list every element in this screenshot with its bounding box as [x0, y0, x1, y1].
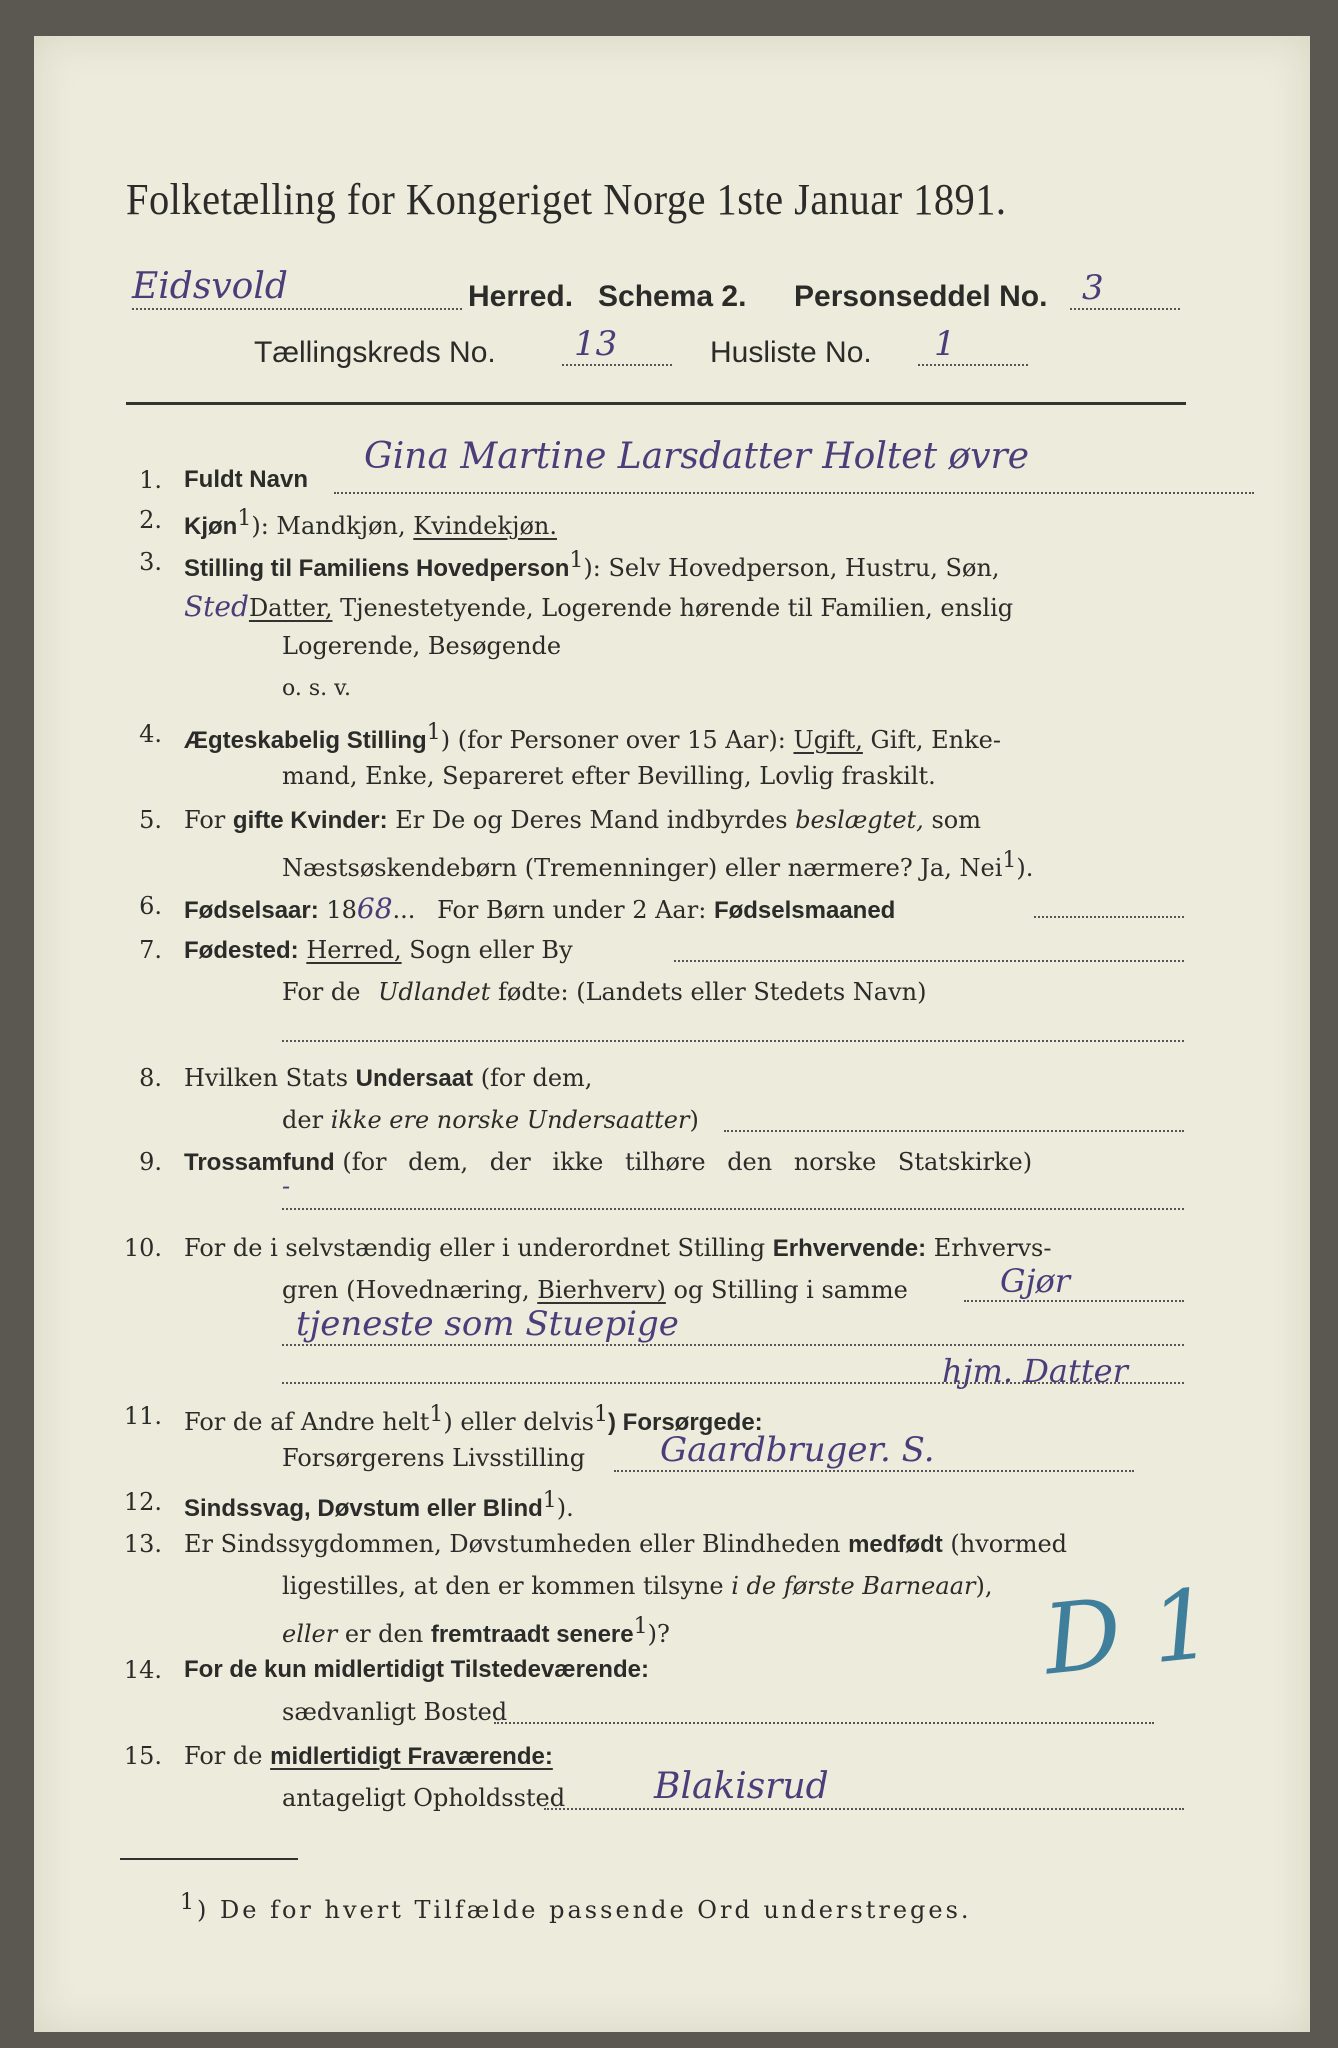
q4-line-a: Ægteskabelig Stilling$^1$) (for Personer over 15 Aar): Ugift, Gift, Enke-: [184, 720, 1001, 754]
q14-dots: [494, 1722, 1154, 1724]
header-rule: [126, 402, 1186, 405]
q10-dots-c: [282, 1382, 1184, 1384]
q9-dots: [282, 1208, 1184, 1210]
q4-text-c: mand, Enke, Separeret efter Bevilling, Lovlig fraskilt.: [282, 762, 936, 790]
q13-line-a: [184, 1530, 1067, 1559]
q10-text-d: og Stilling i samme: [673, 1276, 908, 1304]
q9-line: [184, 1148, 1032, 1177]
q8-text-d: ): [689, 1106, 699, 1134]
q8-label: Undersaat: [355, 1065, 474, 1092]
q6-label: Fødselsaar:: [184, 897, 319, 924]
q6-text: For Børn under 2 Aar:: [437, 896, 707, 924]
personseddel-value: 3: [1082, 268, 1104, 308]
q15-number: 15.: [123, 1742, 162, 1770]
q10-text-b: Erhvervs-: [933, 1234, 1052, 1262]
q9-label: Trossamfund: [184, 1149, 335, 1176]
q7-text-a: Sogn eller By: [409, 936, 573, 964]
q13-text-b: (hvormed: [950, 1530, 1068, 1558]
q13-mark: D 1: [1038, 1567, 1218, 1697]
q2-number: 2.: [139, 506, 162, 534]
q1-answer: Gina Martine Larsdatter Holtet øvre: [364, 436, 1030, 477]
q6-label-b: Fødselsmaaned: [713, 897, 896, 924]
q7-line-b: [282, 978, 926, 1006]
q4-number: 4.: [139, 720, 162, 748]
q6-number: 6.: [139, 892, 162, 920]
q7-dots-a: [674, 960, 1184, 962]
q7-number: 7.: [139, 936, 162, 964]
q12-line: Sindssvag, Døvstum eller Blind$^1$).: [184, 1488, 574, 1522]
q9-text: (for dem, der ikke tilhøre den norske Statskirke): [342, 1148, 1033, 1176]
q6-year-prefix: 18: [326, 896, 357, 924]
q3-line-b: [184, 590, 1013, 623]
q13-text-f: )?: [647, 1620, 670, 1648]
q11-text-c: Forsørgerens Livsstilling: [282, 1444, 586, 1472]
q5-line-a: [184, 806, 981, 835]
q10-answer-c: hjm. Datter: [942, 1352, 1128, 1390]
q6-line: Fødselsaar: 1868... For Børn under 2 Aar: Fødselsmaaned: [184, 892, 896, 925]
q13-line-b: [282, 1572, 992, 1600]
q14-number: 14.: [123, 1656, 162, 1684]
q13-text-e: er den: [344, 1620, 424, 1648]
q8-number: 8.: [139, 1064, 162, 1092]
q5-text-c: Næstsøskendebørn (Tremenninger) eller nærmere? Ja, Nei: [282, 854, 1003, 882]
q9-number: 9.: [139, 1148, 162, 1176]
q3-text-c: Logerende, Besøgende: [282, 632, 562, 660]
q11-answer: Gaardbruger. S.: [660, 1430, 935, 1470]
q10-line-a: [184, 1234, 1051, 1263]
q4-label: Ægteskabelig Stilling: [184, 727, 427, 754]
kreds-label: Tællingskreds No.: [254, 336, 496, 369]
census-form-sheet: [34, 36, 1310, 2032]
personseddel-dots: [1070, 308, 1180, 310]
q3-text-d: o. s. v.: [282, 676, 351, 701]
q14-text: sædvanligt Bosted: [282, 1698, 508, 1726]
q7-line-a: [184, 936, 573, 965]
q12-text: ).: [556, 1494, 574, 1522]
q10-line-b: [282, 1276, 908, 1304]
footnote-rule: [120, 1858, 298, 1860]
q10-text-c: gren (Hovednæring,: [282, 1276, 530, 1304]
q10-text-a: For de i selvstændig eller i underordnet Stilling: [184, 1234, 766, 1262]
q4-text-b: Gift, Enke-: [870, 726, 1001, 754]
q5-text-b: som: [931, 806, 981, 834]
husliste-dots: [918, 364, 1028, 366]
q3-text-b: Tjenestetyende, Logerende hørende til Familien, enslig: [340, 594, 1014, 622]
q13-label: medfødt: [848, 1531, 943, 1558]
footnote-mark: 1: [180, 1890, 197, 1915]
q11-number: 11.: [123, 1402, 162, 1430]
q5-italic: beslægtet,: [795, 806, 924, 834]
herred-dots: [132, 308, 462, 310]
q13-text-c: ligestilles, at den er kommen tilsyne: [282, 1572, 724, 1600]
q10-label: Erhvervende:: [772, 1235, 927, 1262]
q5-line-b: Næstsøskendebørn (Tremenninger) eller nærmere? Ja, Nei$^1$).: [282, 848, 1034, 882]
q3-number: 3.: [139, 548, 162, 576]
q11-text-a: For de af Andre helt: [184, 1408, 430, 1436]
q15-text-b: antageligt Opholdssted: [282, 1784, 566, 1812]
q13-line-c: eller er den fremtraadt senere$^1$)?: [282, 1614, 670, 1648]
herred-value: Eidsvold: [132, 266, 288, 307]
q2-footnote-mark: 1: [237, 506, 252, 531]
q3-line-a: Stilling til Familiens Hovedperson$^1$): Selv Hovedperson, Hustru, Søn,: [184, 548, 1000, 582]
q12-label: Sindssvag, Døvstum eller Blind: [184, 1495, 543, 1522]
herred-label: Herred.: [468, 280, 574, 313]
q10-answer-b: tjeneste som Stuepige: [296, 1304, 679, 1344]
q2-text: ): Mandkjøn,: [251, 512, 406, 540]
q11-dots: [614, 1470, 1134, 1472]
personseddel-label: Personseddel No.: [794, 280, 1048, 313]
q5-text-d: ).: [1016, 854, 1034, 882]
q3-handwritten: Sted: [184, 590, 249, 623]
q15-dots: [544, 1808, 1184, 1810]
q13-italic-a: i de første Barneaar: [731, 1572, 976, 1600]
q13-label-b: fremtraadt senere: [430, 1621, 634, 1648]
q5-text-a: Er De og Deres Mand indbyrdes: [395, 806, 788, 834]
q1-number: 1.: [139, 466, 162, 494]
q7-text-c: fødte: (Landets eller Stedets Navn): [498, 978, 927, 1006]
q8-line-a: [184, 1064, 592, 1093]
q15-line-a: [184, 1742, 553, 1771]
q11-label: ) Forsørgede:: [608, 1409, 763, 1436]
q13-italic-b: eller: [282, 1620, 338, 1648]
q7-italic: Udlandet: [378, 978, 491, 1006]
q11-text-b: ) eller delvis: [443, 1408, 594, 1436]
q7-text-b: For de: [282, 978, 361, 1006]
husliste-label: Husliste No.: [710, 336, 872, 369]
q15-text-a: For de: [184, 1742, 263, 1770]
q7-label: Fødested:: [184, 937, 299, 964]
q7-dots-b: [282, 1040, 1184, 1042]
q1-label: Fuldt Navn: [184, 466, 308, 493]
q11-line-a: For de af Andre helt$^1$) eller delvis$^1$) Forsørgede:: [184, 1402, 763, 1436]
q10-dots-b: [282, 1344, 1184, 1346]
q5-number: 5.: [139, 806, 162, 834]
q3-selected: Datter,: [248, 594, 333, 622]
q8-line-b: [282, 1106, 699, 1134]
kreds-dots: [562, 364, 672, 366]
q9-answer: -: [282, 1172, 291, 1200]
kreds-value: 13: [574, 324, 618, 364]
q8-dots: [724, 1130, 1184, 1132]
q13-text-a: Er Sindssygdommen, Døvstumheden eller Blindheden: [184, 1530, 841, 1558]
q15-answer: Blakisrud: [654, 1766, 829, 1807]
schema-label: Schema 2.: [598, 280, 747, 313]
q4-text-a: ) (for Personer over 15 Aar):: [440, 726, 786, 754]
q15-label: midlertidigt Fraværende:: [270, 1743, 553, 1770]
q7-selected: Herred,: [306, 936, 402, 964]
q8-text-a: Hvilken Stats: [184, 1064, 349, 1092]
q2-line: [184, 506, 557, 541]
q3-text-a: ): Selv Hovedperson, Hustru, Søn,: [583, 554, 1000, 582]
q8-text-b: (for dem,: [480, 1064, 593, 1092]
q10-dots-a: [964, 1300, 1184, 1302]
q4-selected: Ugift,: [793, 726, 863, 754]
q10-answer-a: Gjør: [1000, 1262, 1071, 1300]
q5-label-a: For: [184, 806, 226, 834]
q1-dots: [334, 492, 1254, 494]
q13-text-d: ),: [975, 1572, 993, 1600]
q5-label-b: gifte Kvinder:: [232, 807, 388, 834]
q2-label: Kjøn: [184, 513, 238, 540]
husliste-value: 1: [934, 324, 956, 364]
q8-text-c: der: [282, 1106, 324, 1134]
q2-selected: Kvindekjøn.: [413, 512, 557, 540]
q10-selected: Bierhverv): [537, 1276, 666, 1304]
q12-number: 12.: [123, 1488, 162, 1516]
q13-number: 13.: [123, 1530, 162, 1558]
q10-number: 10.: [123, 1234, 162, 1262]
footnote: [180, 1890, 972, 1924]
q3-label: Stilling til Familiens Hovedperson: [184, 555, 570, 582]
q14-label: For de kun midlertidigt Tilstedeværende:: [184, 1656, 649, 1683]
q6-dots: [1034, 916, 1184, 918]
footnote-text: ) De for hvert Tilfælde passende Ord understreges.: [197, 1896, 972, 1924]
q6-year-value: 68: [356, 892, 393, 925]
form-title: Folketælling for Kongeriget Norge 1ste Januar 1891.: [126, 175, 1007, 224]
q8-italic: ikke ere norske Undersaatter: [330, 1106, 690, 1134]
